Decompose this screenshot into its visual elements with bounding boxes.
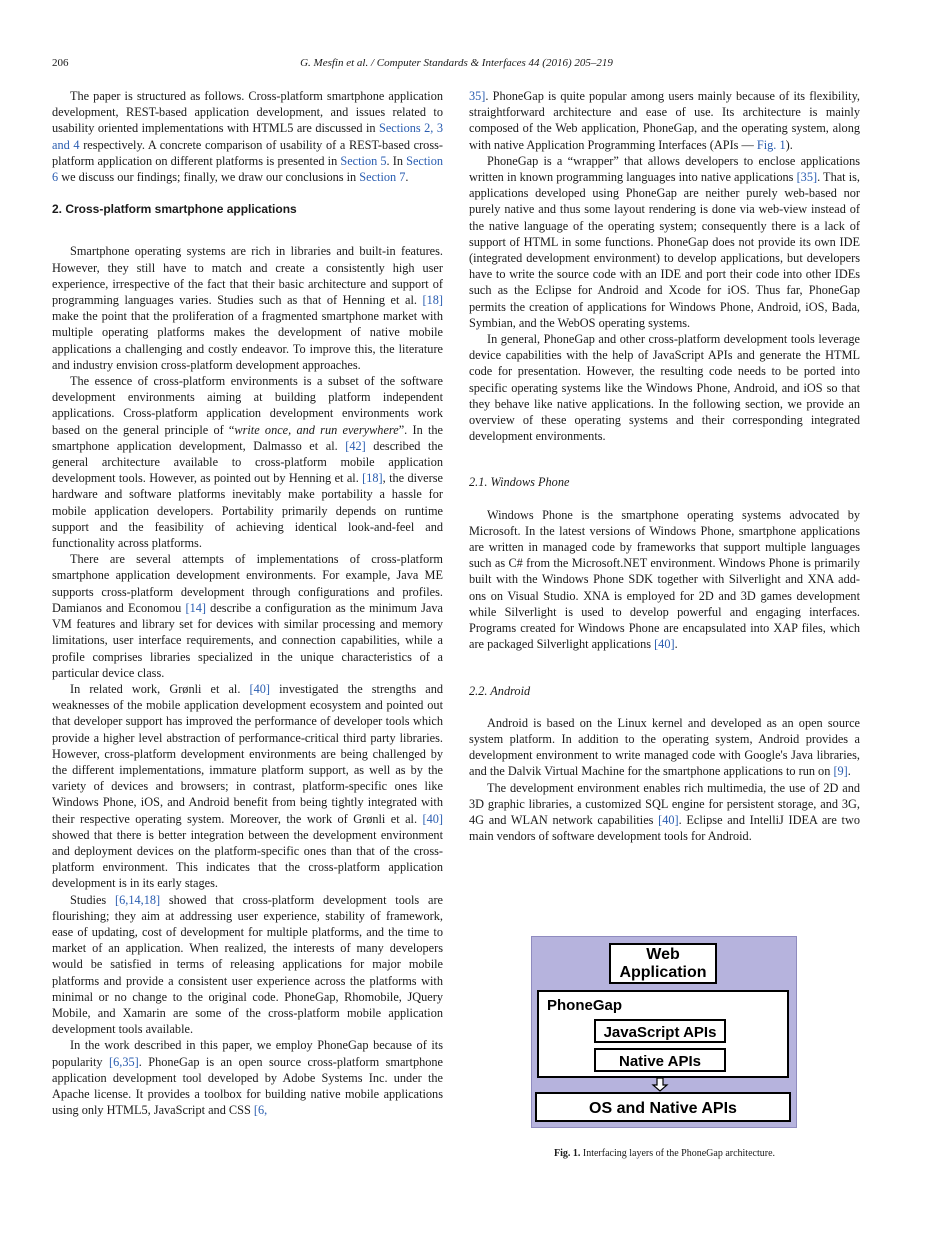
- citation-link[interactable]: [40]: [658, 812, 679, 827]
- citation-link[interactable]: [40]: [654, 637, 675, 652]
- citation-link[interactable]: [6,: [253, 1103, 268, 1118]
- paragraph: PhoneGap is a “wrapper” that allows developers to enclose applications written in known programming languages into native applications [35]. That is, applications developed using PhoneGap are neither purely web-based nor purely native and thus some layout rendering is done via web-view instead of the native language of the operating system; consequently there is a lack of support of HTML in some functions. PhoneGap does not provide its own IDE (integrated development environment) to develop applications, but developers have to write the source code with an IDE and port their code into other IDEs such as the Eclipse for Android and Xcode for iOS. Thus far, PhoneGap permits the creation of applications for Windows Phone, Android, iOS, Bada, Symbian, and the WebOS operating systems.: [469, 153, 860, 330]
- paragraph: The essence of cross-platform environments is a subset of the software development environments aiming at building platform independent applications. Cross-platform application development environments work based on the general principle of “write once, and run everywhere”. In the smartphone application development, Dalmasso et al. [42] described the general architecture available to cross-platform mobile application development tools. However, as pointed out by Henning et al. [18], the diverse hardware and software platforms inevitably make portability a hassle for mobile application developers. Portability primarily depends on runtime support and the feasibility of achieving identical look-and-feel and functionality across platforms.: [52, 374, 443, 551]
- citation-link[interactable]: [9]: [833, 764, 848, 779]
- figure-caption-text: Interfacing layers of the PhoneGap architecture.: [580, 1148, 776, 1159]
- subsection-windows-phone-heading: 2.1. Windows Phone: [469, 475, 570, 490]
- paragraph-structure: The paper is structured as follows. Cross-platform smartphone application development, REST-based application development, and issues related to usability oriented implementations with HTML5 are discussed in Sections 2, 3 and 4 respectively. A concrete comparison of usability of a REST-based cross-platform application on different platforms is presented in Section 5. In Section 6 we discuss our findings; finally, we draw our conclusions in Section 7.: [52, 89, 443, 185]
- paragraph: Android is based on the Linux kernel and developed as an open source system platform. In addition to the operating system, Android provides a development environment to write managed code with Google's Java libraries, and the Dalvik Virtual Machine for the smartphone applications to run on [9].: [469, 715, 860, 779]
- javascript-apis-label: JavaScript APIs: [603, 1024, 717, 1041]
- link-section-6[interactable]: Section 6: [52, 153, 443, 185]
- link-fig-1[interactable]: Fig. 1: [756, 137, 786, 152]
- paragraph: Windows Phone is the smartphone operating systems advocated by Microsoft. In the latest versions of Windows Phone, smartphone applications are written in managed code by frameworks that support multiple languages such as C# from the Microsoft.NET environment. Windows Phone is primarily built with the Windows Phone SDK together with Silverlight and XNA add-ons on Visual Studio. XNA is employed for 2D and 3D games development while Silverlight is used to develop powerful and engaging interfaces. Programs created for Windows Phone are encapsulated into XAP files, which are packaged Silverlight applications [40].: [469, 507, 860, 652]
- paragraph: There are several attempts of implementations of cross-platform smartphone application development environments. For example, Java ME supports cross-platform development through configurations and profiles. Damianos and Economou [14] describe a configuration as the minimum Java VM features and library set for devices with similar processing and memory limitations, user interface requirements, and connection capabilities, while a profile comprises libraries specialized in the unique characteristics of a particular device class.: [52, 552, 443, 680]
- paragraph: Studies [6,14,18] showed that cross-platform development tools are flourishing; they aim at addressing user experience, stability of framework, ease of updating, cost of development for multiple platforms, and the time to market of an application. When realized, the interests of many developers would be satisfied in terms of releasing applications for major mobile platforms and provide a consistent user experience across the platforms with minimal or no change to the original code. PhoneGap, Rhomobile, JQuery Mobile, and Xamarin are some of the cross-platform mobile application development tools available.: [52, 892, 443, 1037]
- right-column: [469, 88, 860, 844]
- link-sections-2-3-4[interactable]: Sections 2, 3 and 4: [52, 121, 443, 152]
- section-2-heading: 2. Cross-platform smartphone applications: [52, 202, 297, 217]
- citation-link[interactable]: [40]: [422, 811, 443, 826]
- journal-running-title: G. Mesfin et al. / Computer Standards & Interfaces 44 (2016) 205–219: [300, 57, 613, 69]
- left-column: [52, 88, 443, 1118]
- citation-link[interactable]: [18]: [362, 471, 383, 486]
- paragraph: 35]. PhoneGap is quite popular among users mainly because of its flexibility, straightforward architecture and ease of use. Its architecture is mainly composed of the Web application, PhoneGap, and the operating system, along with native Application Programming Interfaces (APIs — Fig. 1).: [469, 89, 860, 152]
- paragraph: In related work, Grønli et al. [40] investigated the strengths and weaknesses of the mobile application development ecosystem and pointed out that developer support has improved the performance of developer tools which provide a higher level abstraction of performance-critical third party libraries. However, cross-platform development environments are being challenged by the different implementations, immature platform support, as well as by the variety of devices and browsers; in contrast, platform-specific ones like Windows Phone, iOS, and Android benefit from being tightly integrated with their respective operating system. Moreover, the work of Grønli et al. [40] showed that there is better integration between the development environment and deployment devices on the platform-specific ones than that of the cross-platform environment. This indicates that the cross-platform application development is in its early stages.: [52, 681, 443, 891]
- citation-link[interactable]: [14]: [185, 600, 206, 615]
- phonegap-label: PhoneGap: [547, 997, 623, 1014]
- figure-caption: [469, 1148, 860, 1159]
- architecture-diagram: [531, 936, 797, 1128]
- paragraph: In general, PhoneGap and other cross-platform development tools leverage device capabilities with the help of JavaScript APIs and generate the HTML code for presentation. However, the resulting code needs to be ported into specific operating systems like the Windows Phone, Android, and iOS so that they behave like native applications. In the following section, we provide an overview of these operating systems and their corresponding integrated development environments.: [469, 332, 860, 444]
- web-application-label-line1: Web: [646, 946, 680, 963]
- link-section-7[interactable]: Section 7: [359, 170, 406, 185]
- paragraph: Smartphone operating systems are rich in libraries and built-in features. However, they still have to match and create a consistently high user experience, irrespective of the fact that their basic architecture and support of programming languages varies. Studies such as that of Henning et al. [18] make the point that the proliferation of a fragmented smartphone market with multiple operating platforms makes the development of native mobile applications a challenging and costly endeavor. To improve this, the literature and industry envision cross-platform development approaches.: [52, 244, 443, 372]
- subsection-android-heading: 2.2. Android: [469, 683, 531, 698]
- citation-link[interactable]: [18]: [422, 293, 443, 308]
- citation-link[interactable]: [42]: [345, 438, 366, 453]
- web-application-label-line2: Application: [619, 964, 707, 981]
- native-apis-label: Native APIs: [619, 1053, 701, 1070]
- paragraph: In the work described in this paper, we employ PhoneGap because of its popularity [6,35]. PhoneGap is an open source cross-platform smartphone application development tool developed by Adobe Systems Inc. under the Apache license. It provides a toolbox for building native mobile applications using only HTML5, JavaScript and CSS [6,: [52, 1038, 443, 1118]
- running-header: [52, 57, 861, 71]
- figure-phonegap-architecture: [531, 936, 797, 1128]
- paragraph: The development environment enables rich multimedia, the use of 2D and 3D graphic libraries, a customized SQL engine for persistent storage, and 3G, 4G and WLAN network capabilities [40]. Eclipse and IntelliJ IDEA are two main vendors of software development tools for Android.: [469, 780, 860, 844]
- citation-link[interactable]: [40]: [249, 681, 271, 696]
- citation-link[interactable]: [6,14,18]: [115, 892, 161, 907]
- citation-link[interactable]: [6,35]: [109, 1054, 139, 1069]
- page-number: 206: [52, 57, 69, 69]
- citation-link[interactable]: 35]: [469, 89, 486, 103]
- figure-caption-label: Fig. 1.: [553, 1148, 581, 1159]
- os-native-apis-label: OS and Native APIs: [589, 1100, 737, 1117]
- link-section-5[interactable]: Section 5: [340, 153, 387, 168]
- citation-link[interactable]: [35]: [796, 170, 818, 185]
